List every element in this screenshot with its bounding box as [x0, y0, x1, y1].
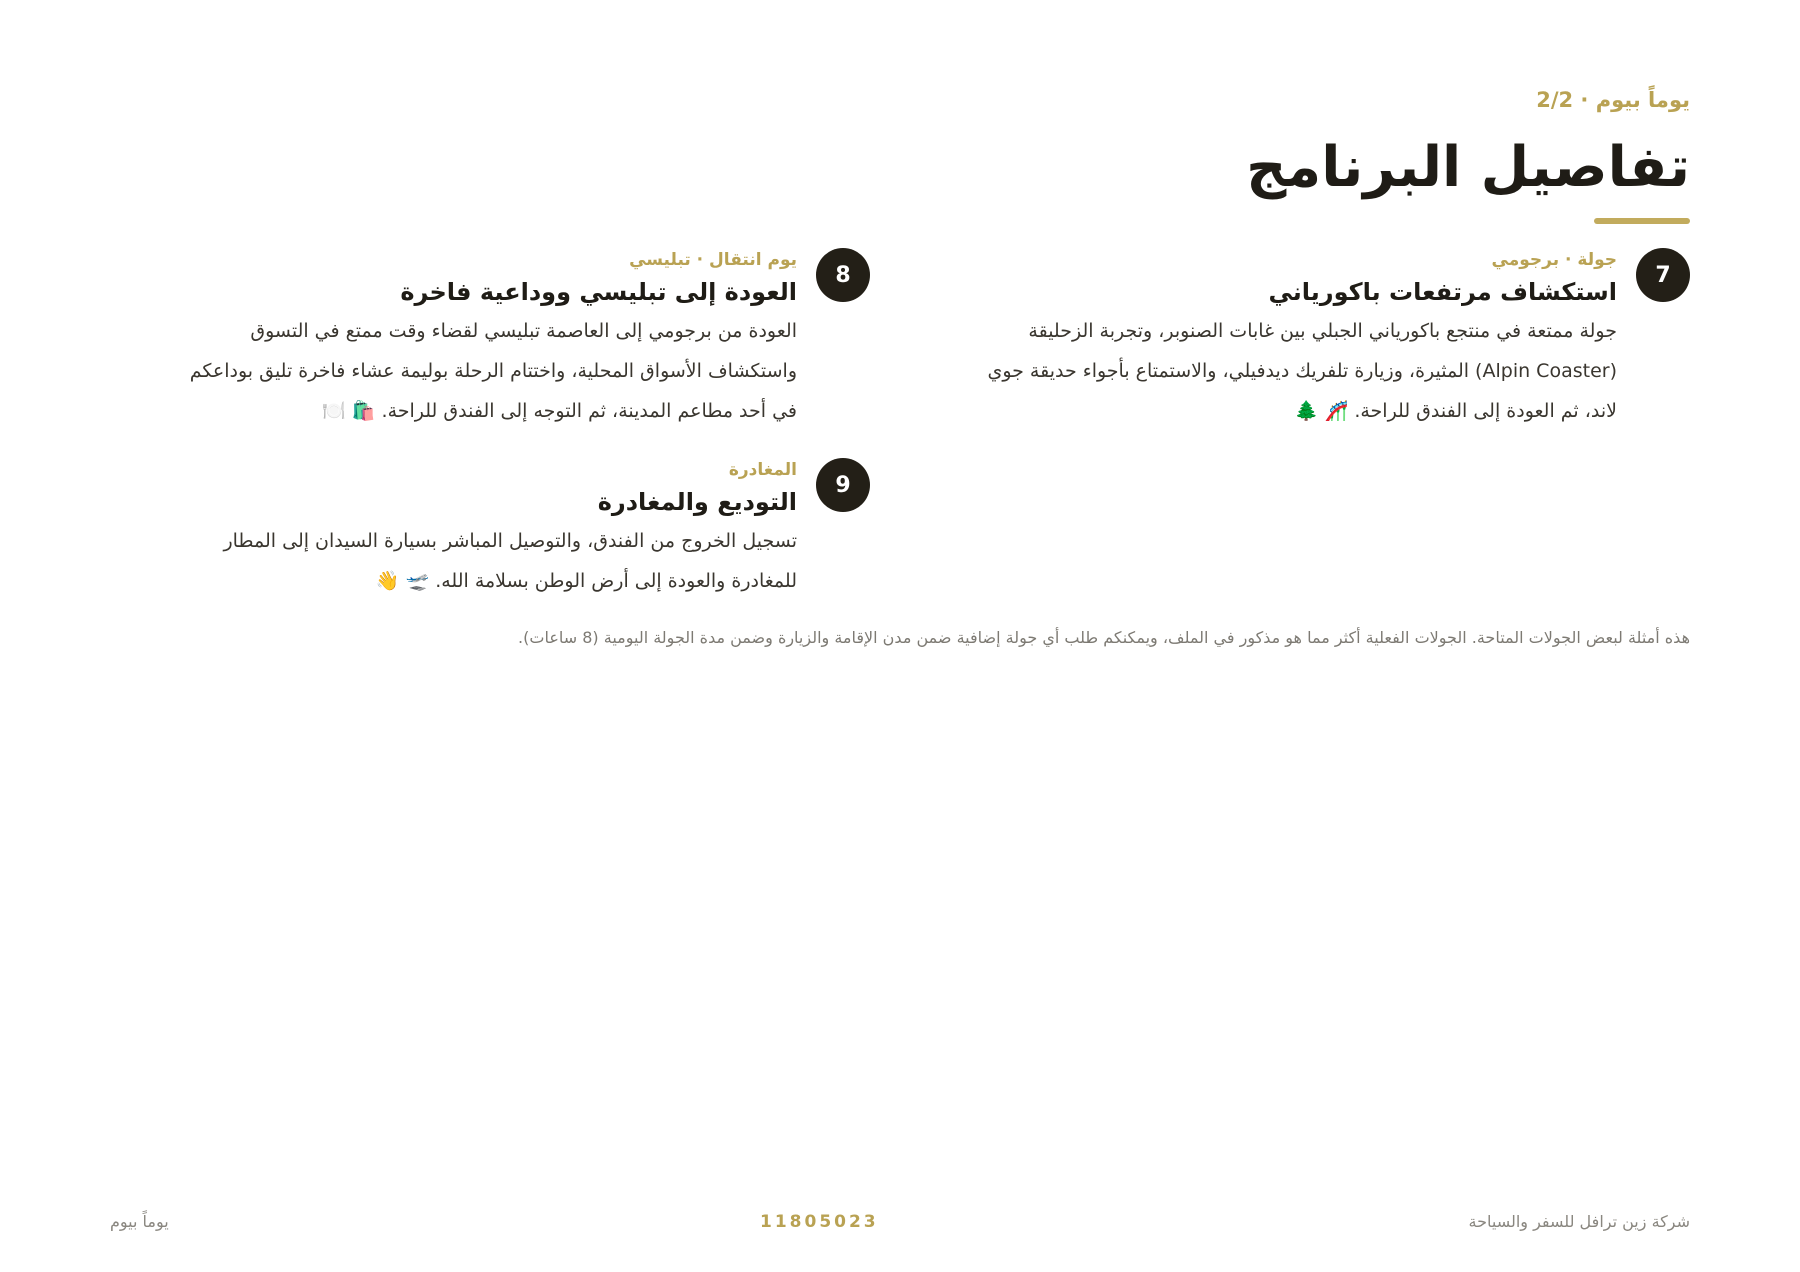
section-kicker: يوماً بيوم · 2/2: [1536, 88, 1690, 112]
description-line: للمغادرة والعودة إلى أرض الوطن بسلامة الله. 🛫 👋: [375, 570, 797, 592]
day-title: استكشاف مرتفعات باكورياني: [1268, 278, 1617, 306]
description-line: تسجيل الخروج من الفندق، والتوصيل المباشر بسيارة السيدان إلى المطار: [223, 530, 797, 552]
day-description: [90, 521, 797, 601]
day-content: [910, 248, 1617, 431]
footer-license-code: 11805023: [760, 1212, 879, 1232]
day-tag: المغادرة: [728, 460, 797, 480]
day-title: التوديع والمغادرة: [597, 488, 797, 516]
day-tag: جولة · برجومي: [1491, 250, 1617, 270]
day-number-badge: 9: [816, 458, 870, 512]
disclaimer-note: هذه أمثلة لبعض الجولات المتاحة. الجولات الفعلية أكثر مما هو مذكور في الملف، ويمكنكم طلب أي جولة إضافية ضمن مدن الإقامة والزيارة وضمن مدة الجولة اليومية (8 ساعات).: [518, 628, 1690, 647]
day-tag: يوم انتقال · تبليسي: [629, 250, 797, 270]
description-line: واستكشاف الأسواق المحلية، واختتام الرحلة بوليمة عشاء فاخرة تليق بوداعكم: [189, 360, 797, 382]
description-line: في أحد مطاعم المدينة، ثم التوجه إلى الفندق للراحة. 🛍️ 🍽️: [322, 400, 797, 422]
day-title: العودة إلى تبليسي ووداعية فاخرة: [400, 278, 797, 306]
page-title: تفاصيل البرنامج: [1246, 135, 1690, 200]
description-line: (Alpin Coaster) المثيرة، وزيارة تلفريك ديدفيلي، والاستمتاع بأجواء حديقة جوي: [987, 360, 1617, 382]
footer-section-label: يوماً بيوم: [110, 1212, 169, 1231]
day-content: [90, 248, 797, 431]
description-line: لاند، ثم العودة إلى الفندق للراحة. 🎢 🌲: [1294, 400, 1617, 422]
description-line: جولة ممتعة في منتجع باكورياني الجبلي بين غابات الصنوبر، وتجربة الزحليقة: [1028, 320, 1617, 342]
footer-company-name: شركة زين ترافل للسفر والسياحة: [1468, 1212, 1690, 1231]
title-underline: [1594, 218, 1690, 224]
day-description: [910, 311, 1617, 431]
day-description: [90, 311, 797, 431]
day-number-badge: 8: [816, 248, 870, 302]
day-number-badge: 7: [1636, 248, 1690, 302]
description-line: العودة من برجومي إلى العاصمة تبليسي لقضاء وقت ممتع في التسوق: [250, 320, 797, 342]
day-content: [90, 458, 797, 601]
